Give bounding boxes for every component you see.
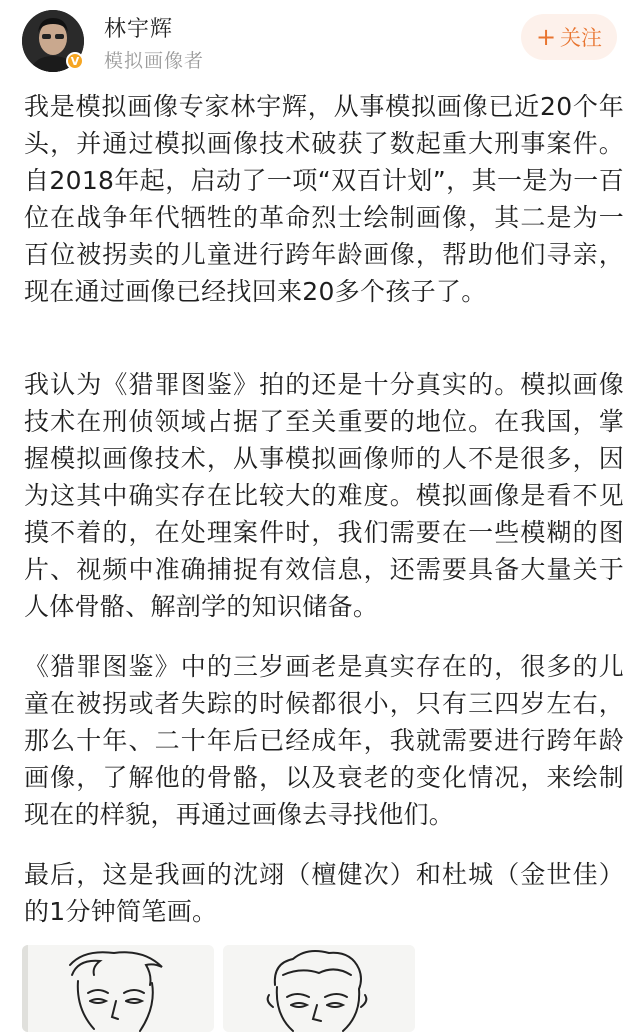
post-images — [22, 945, 622, 1032]
user-name[interactable]: 林宇辉 — [104, 17, 174, 42]
sketch-drawing-1 — [22, 945, 214, 1032]
sketch-drawing-2 — [223, 945, 415, 1032]
follow-button[interactable] — [521, 14, 617, 60]
follow-label: 关注 — [560, 26, 603, 50]
post-paragraph-1: 我是模拟画像专家林宇辉，从事模拟画像已近20个年头，并通过模拟画像技术破获了数起重大刑事案件。自2018年起，启动了一项“双百计划”，其一是为一百位在战争年代牺牲的革命烈士绘制画像，其二是为一百位被拐卖的儿童进行跨年龄画像，帮助他们寻亲，现在通过画像已经找回来20多个孩子了。 — [24, 92, 624, 306]
verified-badge-icon: V — [66, 52, 84, 70]
post-paragraph-2: 我认为《猎罪图鉴》拍的还是十分真实的。模拟画像技术在刑侦领域占据了至关重要的地位。在我国，掌握模拟画像技术，从事模拟画像师的人不是很多，因为这其中确实存在比较大的难度。模拟画像是看不见摸不着的，在处理案件时，我们需要在一些模糊的图片、视频中准确捕捉有效信息，还需要具备大量关于人体骨骼、解剖学的知识储备。 — [24, 370, 624, 621]
sketch-image-1[interactable] — [22, 945, 214, 1032]
post-paragraph-3: 《猎罪图鉴》中的三岁画老是真实存在的，很多的儿童在被拐或者失踪的时候都很小，只有三四岁左右，那么十年、二十年后已经成年，我就需要进行跨年龄画像，了解他的骨骼，以及衰老的变化情况，来绘制现在的样貌，再通过画像去寻找他们。 — [24, 652, 624, 829]
post-header — [0, 0, 640, 80]
post-paragraph-4: 最后，这是我画的沈翊（檀健次）和杜城（金世佳）的1分钟简笔画。 — [24, 860, 624, 926]
plus-icon: + — [535, 23, 557, 51]
sketch-image-2[interactable] — [223, 945, 415, 1032]
user-subtitle: 模拟画像者 — [104, 50, 205, 72]
